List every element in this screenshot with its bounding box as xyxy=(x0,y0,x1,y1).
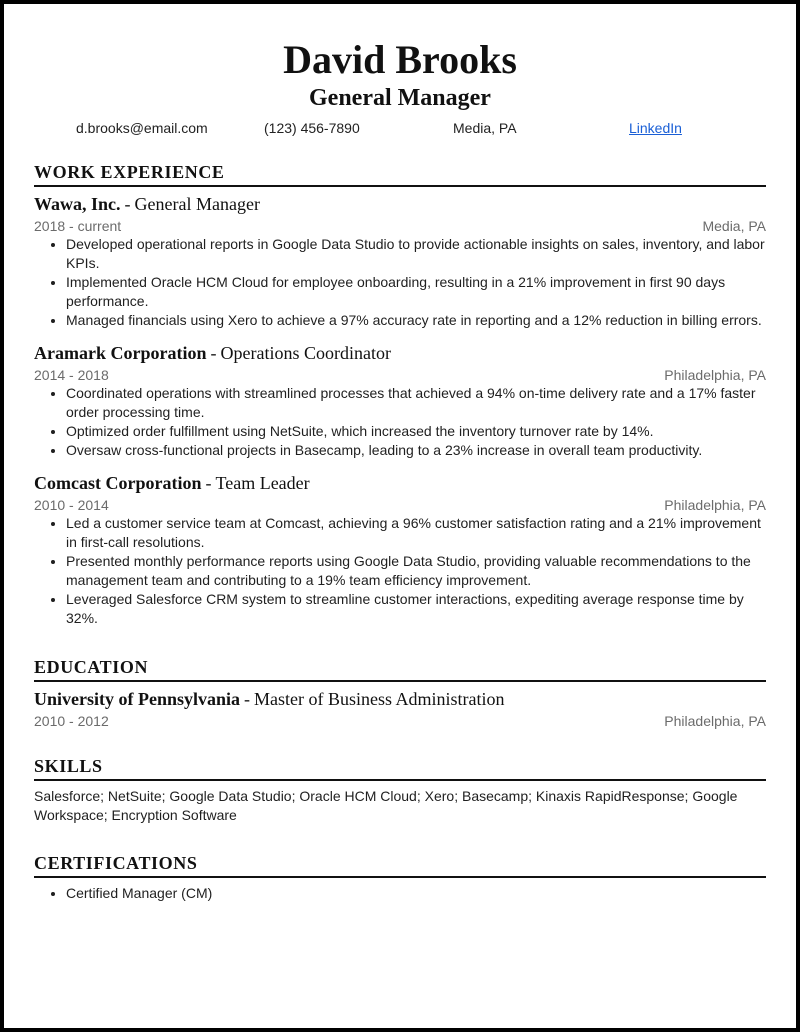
bullet-item: • Developed operational reports in Google Data Studio to provide actionable insights on sales, inventory, and labor KPIs. xyxy=(66,235,766,273)
job-header xyxy=(34,472,766,494)
education-heading: EDUCATION xyxy=(34,656,766,682)
separator: - xyxy=(210,343,217,363)
certifications-section xyxy=(34,852,766,903)
job-company: Aramark Corporation xyxy=(34,343,207,363)
job-bullets xyxy=(34,384,766,460)
job-entry xyxy=(34,342,766,460)
job-location: Philadelphia, PA xyxy=(664,367,766,383)
education-location: Philadelphia, PA xyxy=(664,713,766,729)
email-text: d.brooks@email.com xyxy=(76,120,208,136)
job-header xyxy=(34,193,766,215)
location-text: Media, PA xyxy=(453,120,517,136)
certification-item: • Certified Manager (CM) xyxy=(66,884,766,903)
bullet-item: • Optimized order fulfillment using NetSuite, which increased the inventory turnover rate by 14%. xyxy=(66,422,766,441)
job-entry xyxy=(34,193,766,330)
resume-page xyxy=(4,4,796,903)
job-role: Team Leader xyxy=(215,473,310,493)
education-header xyxy=(34,688,766,710)
phone-text: (123) 456-7890 xyxy=(264,120,360,136)
job-company: Wawa, Inc. xyxy=(34,194,121,214)
job-header xyxy=(34,342,766,364)
job-dates: 2010 - 2014 xyxy=(34,497,109,513)
job-company: Comcast Corporation xyxy=(34,473,202,493)
job-bullets xyxy=(34,235,766,330)
bullet-item: • Presented monthly performance reports using Google Data Studio, providing valuable recommendations to the management team and contributing to a 19% team efficiency improvement. xyxy=(66,552,766,590)
bullet-item: • Oversaw cross-functional projects in Basecamp, leading to a 23% increase in overall team productivity. xyxy=(66,441,766,460)
job-location: Philadelphia, PA xyxy=(664,497,766,513)
skills-section xyxy=(34,755,766,825)
job-entry xyxy=(34,472,766,628)
education-dates: 2010 - 2012 xyxy=(34,713,109,729)
separator: - xyxy=(205,473,212,493)
job-dates: 2014 - 2018 xyxy=(34,367,109,383)
bullet-item: • Led a customer service team at Comcast, achieving a 96% customer satisfaction rating and a 21% improvement in first-call resolutions. xyxy=(66,514,766,552)
bullet-item: • Implemented Oracle HCM Cloud for employee onboarding, resulting in a 21% improvement in first 90 days performance. xyxy=(66,273,766,311)
job-role: Operations Coordinator xyxy=(220,343,391,363)
job-location: Media, PA xyxy=(702,218,766,234)
job-bullets xyxy=(34,514,766,628)
education-meta xyxy=(34,712,766,730)
contact-row xyxy=(34,120,766,140)
education-section xyxy=(34,656,766,730)
bullet-item: • Leveraged Salesforce CRM system to streamline customer interactions, expediting average response time by 32%. xyxy=(66,590,766,628)
certifications-list xyxy=(34,884,766,903)
bullet-item: • Coordinated operations with streamlined processes that achieved a 94% on-time delivery rate and a 17% faster order processing time. xyxy=(66,384,766,422)
linkedin-link[interactable]: LinkedIn xyxy=(629,120,682,136)
separator: - xyxy=(124,194,131,214)
candidate-name: David Brooks xyxy=(283,37,517,82)
bullet-item: • Managed financials using Xero to achieve a 97% accuracy rate in reporting and a 12% reduction in billing errors. xyxy=(66,311,766,330)
work-experience-section xyxy=(34,161,766,628)
skills-text: Salesforce; NetSuite; Google Data Studio; Oracle HCM Cloud; Xero; Basecamp; Kinaxis RapidResponse; Google Workspace; Encryption Software xyxy=(34,788,738,823)
skills-heading: SKILLS xyxy=(34,755,766,781)
job-meta xyxy=(34,217,766,235)
job-meta xyxy=(34,366,766,384)
candidate-title: General Manager xyxy=(309,85,491,111)
job-role: General Manager xyxy=(134,194,260,214)
education-school: University of Pennsylvania xyxy=(34,689,241,709)
certifications-heading: CERTIFICATIONS xyxy=(34,852,766,878)
job-meta xyxy=(34,496,766,514)
work-experience-heading: WORK EXPERIENCE xyxy=(34,161,766,187)
separator: - xyxy=(244,689,251,709)
job-dates: 2018 - current xyxy=(34,218,122,234)
education-degree: Master of Business Administration xyxy=(254,689,505,709)
